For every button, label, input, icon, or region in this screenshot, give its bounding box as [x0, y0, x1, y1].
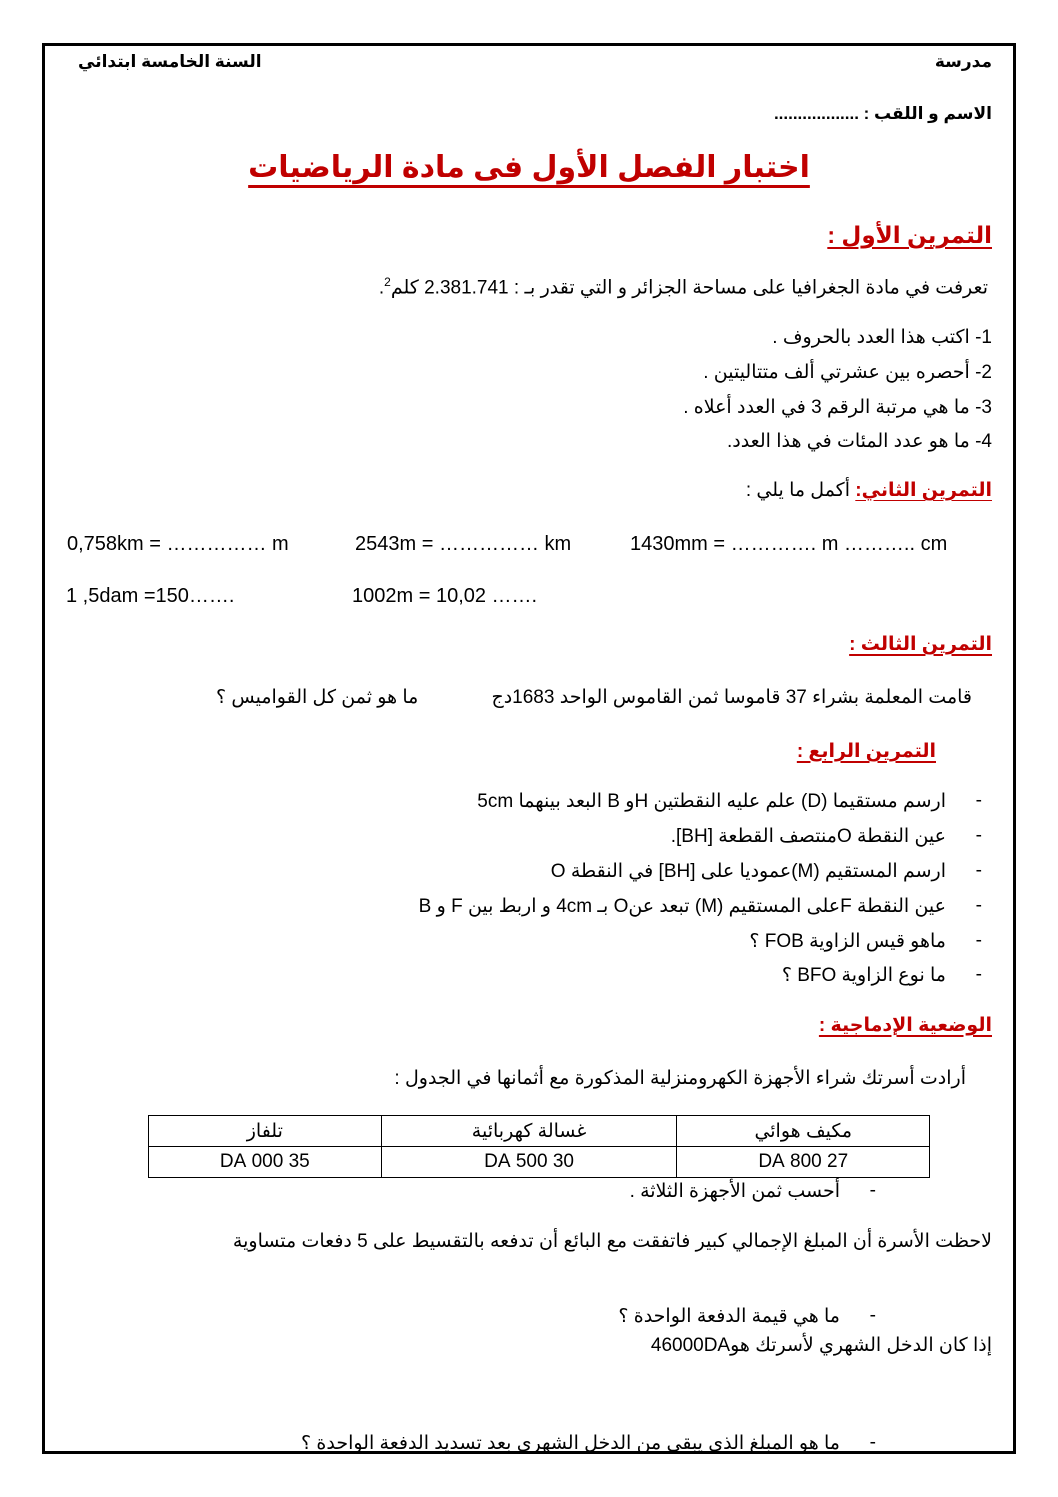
table-cell: 27 800 DA — [677, 1147, 930, 1178]
bullet-dash: - — [869, 1432, 876, 1453]
bullet-dash: - — [869, 1305, 876, 1326]
integration-question-1 — [0, 1180, 876, 1203]
bullet-dash: - — [869, 1180, 876, 1201]
table-cell: 30 500 DA — [381, 1147, 677, 1178]
exercise4-item — [781, 964, 982, 987]
exercise2-instruction: أكمل ما يلي : — [745, 480, 856, 501]
question-text: ما هي قيمة الدفعة الواحدة ؟ — [618, 1306, 840, 1327]
exercise3-question: ما هو ثمن كل القواميس ؟ — [216, 687, 419, 708]
exercise4-item-text: عين النقطة Oمنتصف القطعة [BH]. — [670, 826, 946, 847]
exercise4-item-text: عين النقطة Fعلى المستقيم (M) تبعد عنO بـ 4cm و اربط بين F و B — [418, 896, 946, 917]
grade-label: السنة الخامسة ابتدائي — [78, 52, 262, 71]
exercise1-intro-sup: 2 — [384, 275, 391, 289]
bullet-dash: - — [975, 860, 982, 881]
exercise1-item: 1- اكتب هذا العدد بالحروف . — [772, 327, 992, 348]
name-field[interactable]: الاسم و اللقب : .................. — [773, 104, 992, 123]
exercise4-item — [670, 825, 982, 848]
exercise4-item — [477, 790, 982, 813]
conversion-item: 1 ,5dam =150……. — [66, 585, 235, 607]
integration-question-2 — [0, 1305, 876, 1328]
exercise4-item-text: ماهو قيس الزاوية FOB ؟ — [749, 931, 946, 952]
integration-intro: أرادت أسرتك شراء الأجهزة الكهرومنزلية المذكورة مع أثمانها في الجدول : — [394, 1068, 966, 1089]
exercise1-intro-text: تعرفت في مادة الجغرافيا على مساحة الجزائر و التي تقدر بـ : 2.381.741 كلم — [390, 277, 988, 299]
prices-table — [148, 1115, 930, 1178]
integration-heading: الوضعية الإدماجية : — [818, 1015, 992, 1036]
question-text: ما هو المبلغ الذي يبقى من الدخل الشهري بعد تسديد الدفعة الواحدة ؟ — [301, 1433, 840, 1454]
exercise4-item — [418, 895, 982, 918]
exercise2-heading-label: التمرين الثاني: — [855, 480, 992, 501]
exercise1-item: 2- أحصره بين عشرتي ألف متتاليتين . — [703, 362, 992, 383]
conversion-item: 1430mm = …………. m ……….. cm — [630, 533, 948, 555]
conversion-item: 1002m = 10,02 ……. — [352, 585, 538, 607]
bullet-dash: - — [975, 930, 982, 951]
exercise1-item: 3- ما هي مرتبة الرقم 3 في العدد أعلاه . — [683, 397, 992, 418]
exercise1-intro — [379, 275, 988, 299]
exercise4-item — [749, 930, 982, 953]
conversion-item: 0,758km = …………… m — [67, 533, 289, 555]
integration-income: إذا كان الدخل الشهري لأسرتك هو46000DA — [650, 1335, 992, 1356]
table-cell: 35 000 DA — [149, 1147, 382, 1178]
table-header-row — [149, 1116, 930, 1147]
integration-note: لاحظت الأسرة أن المبلغ الإجمالي كبير فاتفقت مع البائع أن تدفعه بالتقسيط على 5 دفعات متساوية — [232, 1231, 992, 1252]
exercise1-intro-end: . — [378, 277, 385, 299]
exercise3-problem: قامت المعلمة بشراء 37 قاموسا ثمن القاموس الواحد 1683دج — [491, 687, 972, 708]
page-title: اختبار الفصل الأول فى مادة الرياضيات — [248, 151, 810, 184]
table-header-cell: تلفاز — [149, 1116, 382, 1147]
exercise4-item-text: ما نوع الزاوية BFO ؟ — [781, 965, 946, 986]
table-header-cell: غسالة كهربائية — [381, 1116, 677, 1147]
exercise4-item-text: ارسم مستقيما (D) علم عليه النقطتين Hو B البعد بينهما 5cm — [477, 791, 946, 812]
bullet-dash: - — [975, 964, 982, 985]
exercise4-item-text: ارسم المستقيم (M)عموديا على [BH] في النقطة O — [550, 861, 946, 882]
integration-question-3 — [0, 1432, 876, 1455]
exercise1-heading: التمرين الأول : — [827, 222, 992, 248]
bullet-dash: - — [975, 895, 982, 916]
conversion-item: 2543m = …………… km — [355, 533, 572, 555]
exercise4-item — [550, 860, 982, 883]
question-text: أحسب ثمن الأجهزة الثلاثة . — [629, 1181, 840, 1202]
school-label: مدرسة — [934, 52, 992, 71]
exercise2-heading — [746, 479, 992, 502]
table-header-cell: مكيف هوائي — [677, 1116, 930, 1147]
exercise4-heading: التمرين الرابع : — [796, 741, 936, 762]
bullet-dash: - — [975, 790, 982, 811]
exercise1-item: 4- ما هو عدد المئات في هذا العدد. — [726, 431, 992, 452]
exercise3-heading: التمرين الثالث : — [849, 634, 992, 655]
table-row — [149, 1147, 930, 1178]
bullet-dash: - — [975, 825, 982, 846]
